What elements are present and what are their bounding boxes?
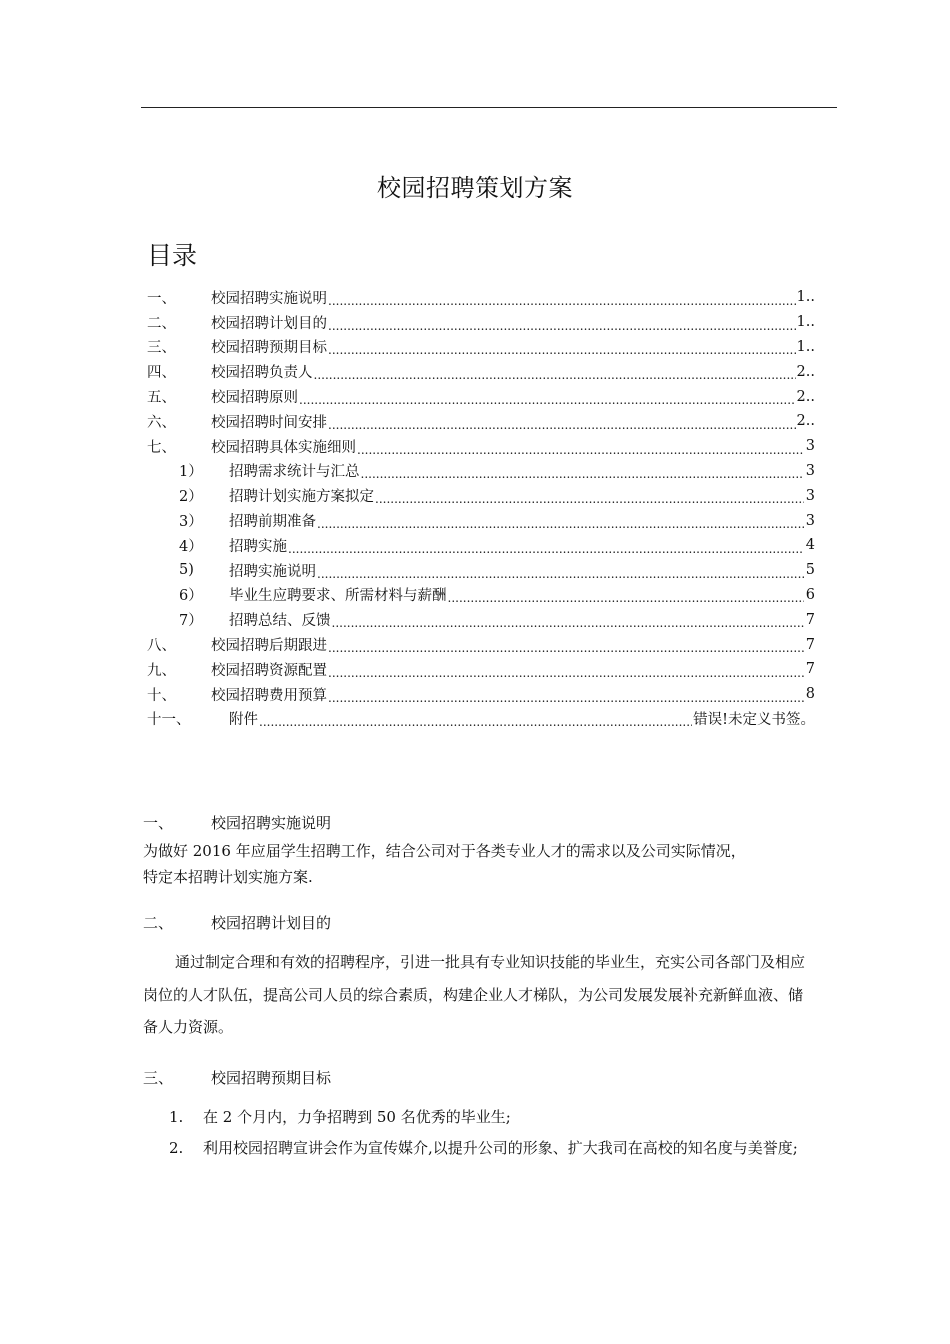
section-title: 校园招聘预期目标 [211, 1069, 332, 1087]
toc-entry-page: 3 [805, 462, 815, 479]
list-item-number: 2. [169, 1138, 184, 1157]
toc-entry-page: 2.. [796, 388, 815, 405]
toc-entry-page: 2.. [796, 413, 815, 430]
toc-entry[interactable] [147, 682, 815, 707]
toc-subentry[interactable] [147, 508, 815, 533]
section-number: 二、 [143, 913, 174, 932]
document-title: 校园招聘策划方案 [377, 174, 573, 202]
toc-entry-title: 招聘总结、反馈 [229, 613, 331, 630]
toc-entry-number: 九、 [147, 662, 176, 679]
toc-dot-leader [328, 341, 796, 359]
toc-entry-page: 6 [805, 586, 815, 603]
goal-list [143, 1102, 815, 1164]
toc-entry-page: 8 [805, 686, 815, 703]
toc-entry-title: 附件 [229, 712, 258, 729]
list-item-number: 1. [169, 1107, 184, 1126]
toc-subentry[interactable] [147, 483, 815, 508]
toc-entry-number: 七、 [147, 439, 176, 456]
section-heading [143, 910, 815, 934]
toc-entry-title: 校园招聘原则 [211, 390, 298, 407]
document-body [143, 810, 815, 1164]
toc-entry-title: 招聘实施 [229, 538, 287, 555]
toc-entry-page: 1.. [796, 289, 815, 306]
toc-dot-leader [357, 441, 804, 459]
section-number: 一、 [143, 813, 174, 832]
section-title: 校园招聘实施说明 [211, 813, 332, 832]
paragraph-line: 特定本招聘计划实施方案. [143, 868, 313, 886]
toc-dot-leader [299, 391, 796, 409]
section-title: 校园招聘计划目的 [211, 913, 332, 932]
toc-entry-page: 3 [805, 487, 815, 504]
toc-subentry[interactable] [147, 583, 815, 608]
toc-entry-page: 3 [805, 438, 815, 455]
toc-entry-title: 校园招聘资源配置 [211, 662, 327, 679]
toc-entry-number: 十一、 [147, 712, 191, 729]
toc-entry-title: 校园招聘后期跟进 [211, 638, 327, 655]
toc-dot-leader [328, 292, 796, 310]
toc-entry-number: 五、 [147, 390, 176, 407]
toc-entry-number: 二、 [147, 315, 176, 332]
toc-entry-title: 招聘需求统计与汇总 [229, 464, 360, 481]
toc-dot-leader [328, 416, 796, 434]
toc-entry-number: 六、 [147, 414, 176, 431]
list-item-text: 在 2 个月内，力争招聘到 50 名优秀的毕业生; [203, 1107, 511, 1126]
toc-entry-title: 校园招聘预期目标 [211, 340, 327, 357]
list-item [143, 1102, 815, 1133]
toc-entry-number: 四、 [147, 365, 176, 382]
toc-entry[interactable] [147, 285, 815, 310]
toc-entry-page: 3 [805, 512, 815, 529]
toc-entry-number: 一、 [147, 290, 176, 307]
toc-entry-page: 7 [805, 636, 815, 653]
toc-entry[interactable] [147, 359, 815, 384]
toc-dot-leader [361, 465, 805, 483]
toc-entry-page: 错误!未定义书签。 [693, 712, 815, 729]
toc-dot-leader [259, 713, 692, 731]
list-item [143, 1133, 815, 1164]
toc-entry-title: 校园招聘时间安排 [211, 414, 327, 431]
header-rule [141, 107, 837, 108]
paragraph-line: 为做好 2016 年应届学生招聘工作，结合公司对于各类专业人才的需求以及公司实际情况， [143, 842, 746, 860]
toc-dot-leader [328, 664, 804, 682]
toc-dot-leader [288, 540, 804, 558]
toc-entry-number: 三、 [147, 340, 176, 357]
toc-entry-number: 十、 [147, 687, 176, 704]
toc-entry-page: 1.. [796, 338, 815, 355]
toc-entry[interactable] [147, 409, 815, 434]
section-paragraph: 通过制定合理和有效的招聘程序，引进一批具有专业知识技能的毕业生，充实公司各部门及相应岗位的人才队伍，提高公司人员的综合素质，构建企业人才梯队，为公司发展发展补充新鲜血液、储备人力资源。 [143, 953, 806, 1036]
toc-dot-leader [448, 589, 805, 607]
toc-entry-number: 3） [179, 514, 203, 531]
toc-entry-number: 6） [179, 588, 203, 605]
toc-subentry[interactable] [147, 459, 815, 484]
toc-entry[interactable] [147, 632, 815, 657]
toc-dot-leader [314, 366, 796, 384]
toc-entry-title: 校园招聘实施说明 [211, 290, 327, 307]
toc-entry-page: 5 [805, 562, 815, 579]
toc-dot-leader [328, 639, 804, 657]
table-of-contents [147, 285, 815, 731]
section-heading [143, 810, 815, 834]
toc-entry[interactable] [147, 335, 815, 360]
toc-entry-page: 2.. [796, 363, 815, 380]
toc-entry-title: 招聘前期准备 [229, 514, 316, 531]
toc-entry[interactable] [147, 657, 815, 682]
toc-entry-number: 4） [179, 538, 203, 555]
toc-entry-title: 招聘实施说明 [229, 563, 316, 580]
toc-subentry[interactable] [147, 558, 815, 583]
toc-dot-leader [317, 515, 804, 533]
toc-entry[interactable] [147, 384, 815, 409]
toc-entry-number: 1） [179, 464, 203, 481]
toc-entry-title: 校园招聘负责人 [211, 365, 313, 382]
toc-dot-leader [375, 490, 804, 508]
toc-entry-number: 2） [179, 489, 203, 506]
toc-dot-leader [332, 614, 805, 632]
toc-entry-title: 校园招聘具体实施细则 [211, 439, 356, 456]
toc-dot-leader [328, 689, 804, 707]
toc-entry-page: 7 [805, 611, 815, 628]
toc-entry-number: 5) [179, 562, 194, 579]
list-item-text: 利用校园招聘宣讲会作为宣传媒介,以提升公司的形象、扩大我司在高校的知名度与美誉度; [203, 1138, 798, 1157]
toc-entry-page: 4 [805, 537, 815, 554]
toc-entry[interactable] [147, 310, 815, 335]
toc-entry-page: 7 [805, 661, 815, 678]
toc-heading: 目录 [147, 241, 198, 270]
section-number: 三、 [143, 1069, 174, 1087]
toc-entry-title: 毕业生应聘要求、所需材料与薪酬 [229, 588, 447, 605]
section-paragraph [143, 838, 815, 890]
toc-subentry[interactable] [147, 533, 815, 558]
toc-dot-leader [317, 565, 804, 583]
toc-entry-number: 八、 [147, 638, 176, 655]
toc-entry[interactable] [147, 707, 815, 732]
toc-entry-title: 校园招聘费用预算 [211, 687, 327, 704]
toc-entry[interactable] [147, 434, 815, 459]
section-heading [143, 1066, 815, 1090]
toc-entry-title: 校园招聘计划目的 [211, 315, 327, 332]
toc-entry-page: 1.. [796, 314, 815, 331]
toc-entry-title: 招聘计划实施方案拟定 [229, 489, 374, 506]
toc-subentry[interactable] [147, 607, 815, 632]
toc-entry-number: 7） [179, 613, 203, 630]
toc-dot-leader [328, 317, 796, 335]
